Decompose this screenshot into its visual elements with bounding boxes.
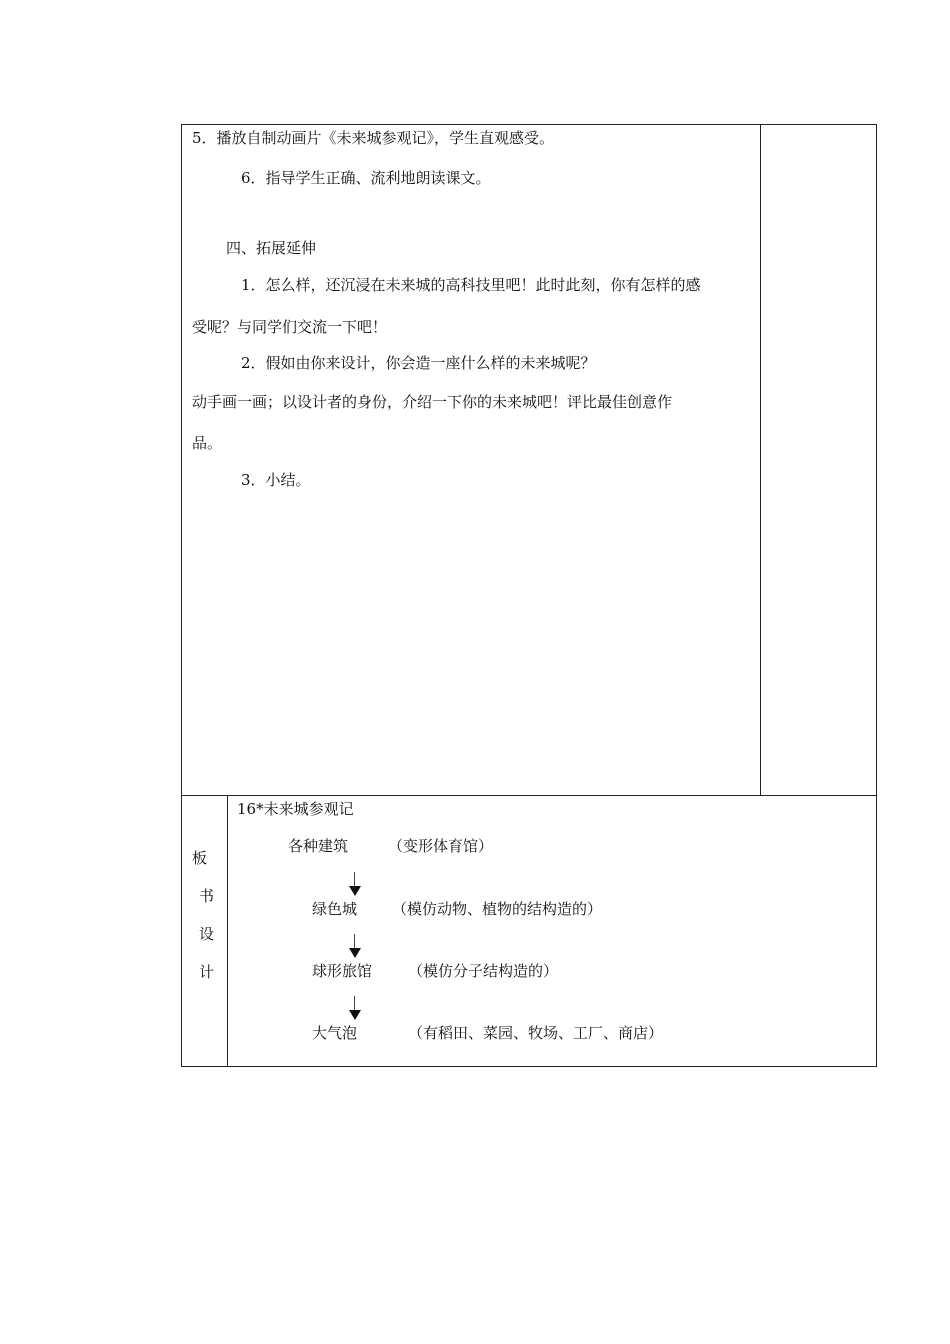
extension-item-2-line-2: 动手画一画；以设计者的身份，介绍一下你的未来城吧！评比最佳创意作 [192, 393, 673, 411]
board-row-3-name: 球形旅馆 [312, 962, 373, 980]
board-row-1-name: 各种建筑 [288, 837, 349, 855]
section-4-heading: 四、拓展延伸 [226, 239, 317, 257]
extension-item-2-line-3: 品。 [192, 434, 223, 452]
extension-item-1-line-1: 1．怎么样，还沉浸在未来城的高科技里吧！此时此刻，你有怎样的感 [241, 276, 701, 294]
board-label-char-2: 书 [199, 887, 215, 905]
board-row-4-name: 大气泡 [312, 1024, 358, 1042]
extension-item-1-line-2: 受呢？与同学们交流一下吧！ [192, 318, 388, 336]
extension-item-3: 3．小结。 [241, 471, 311, 489]
table-right-border [876, 124, 877, 1067]
board-row-divider [181, 795, 877, 796]
board-row-4-note: （有稻田、菜园、牧场、工厂、商店） [408, 1024, 664, 1042]
board-title: 16*未来城参观记 [237, 800, 354, 818]
table-top-border [181, 124, 877, 125]
board-row-2-name: 绿色城 [312, 900, 358, 918]
board-label-char-3: 设 [199, 925, 215, 943]
board-label-char-1: 板 [192, 849, 208, 867]
board-label-char-4: 计 [199, 963, 215, 981]
board-label-divider [227, 795, 228, 1067]
board-row-2-note: （模仿动物、植物的结构造的） [392, 900, 603, 918]
step-6-text: 6．指导学生正确、流利地朗读课文。 [241, 169, 491, 187]
board-row-1-note: （变形体育馆） [388, 837, 494, 855]
extension-item-2-line-1: 2．假如由你来设计，你会造一座什么样的未来城呢？ [241, 354, 596, 372]
board-row-3-note: （模仿分子结构造的） [408, 962, 559, 980]
step-5-text: 5．播放自制动画片《未来城参观记》，学生直观感受。 [192, 129, 555, 147]
table-bottom-border [181, 1066, 877, 1067]
content-column-divider [760, 124, 761, 795]
table-left-border [181, 124, 182, 1067]
